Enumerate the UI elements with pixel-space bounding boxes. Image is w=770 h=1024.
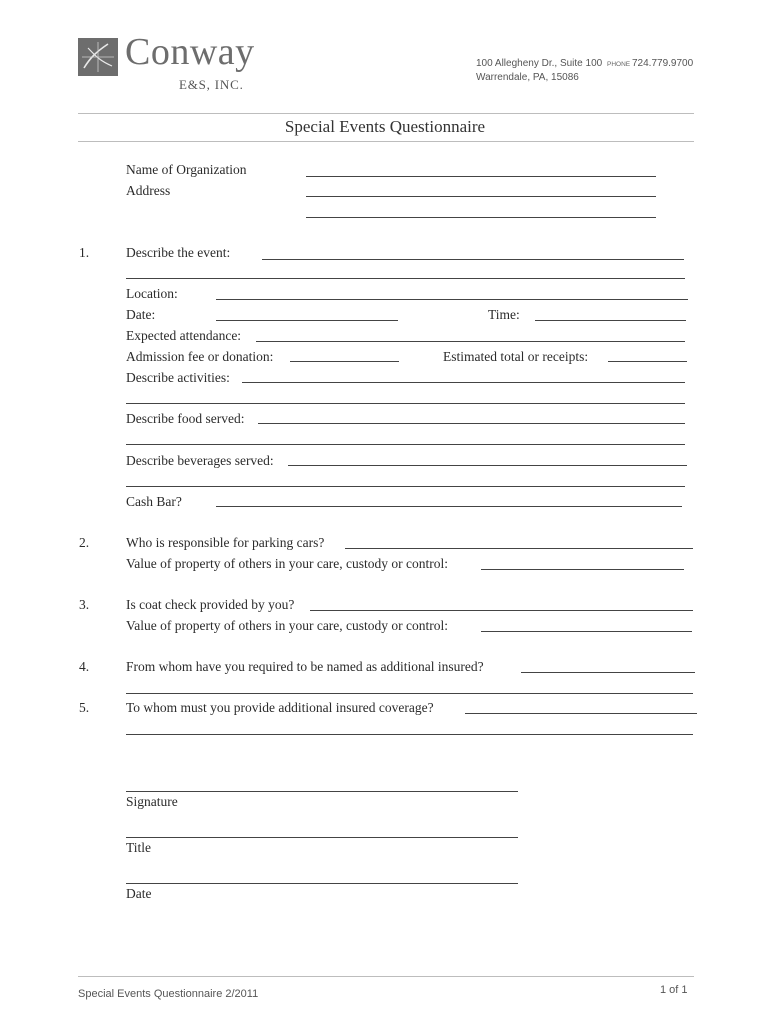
q3-coat-check-label: Is coat check provided by you? — [126, 597, 295, 612]
q3-coat-check-field[interactable] — [310, 610, 693, 611]
q1-food-label: Describe food served: — [126, 411, 245, 426]
q1-activities-field-2[interactable] — [126, 403, 685, 404]
logo-name: Conway — [125, 31, 255, 73]
q1-beverages-field-1[interactable] — [288, 465, 687, 466]
q1-food-field-1[interactable] — [258, 423, 685, 424]
org-address-field-1[interactable] — [306, 196, 656, 197]
q1-receipts-field[interactable] — [608, 361, 687, 362]
q5-field-2[interactable] — [126, 734, 693, 735]
q1-location-label: Location: — [126, 286, 178, 301]
q1-time-label: Time: — [488, 307, 520, 322]
title-rule-bottom — [78, 141, 694, 142]
date-field[interactable] — [126, 883, 518, 884]
q3-value-label: Value of property of others in your care, custody or control: — [126, 618, 449, 633]
q1-date-field[interactable] — [216, 320, 398, 321]
footer-document-name: Special Events Questionnaire 2/2011 — [78, 988, 259, 1000]
q1-location-field[interactable] — [216, 299, 688, 300]
q1-attendance-label: Expected attendance: — [126, 328, 242, 343]
q1-describe-event-field-1[interactable] — [262, 259, 684, 260]
footer-rule — [78, 976, 694, 977]
q2-parking-field[interactable] — [345, 548, 693, 549]
q5-field-1[interactable] — [465, 713, 697, 714]
q1-activities-field-1[interactable] — [242, 382, 685, 383]
q1-admission-field[interactable] — [290, 361, 399, 362]
q5-number: 5. — [79, 700, 90, 715]
q3-value-field[interactable] — [481, 631, 692, 632]
q4-field-1[interactable] — [521, 672, 695, 673]
q1-time-field[interactable] — [535, 320, 686, 321]
q1-admission-label: Admission fee or donation: — [126, 349, 274, 364]
q1-describe-event-field-2[interactable] — [126, 278, 685, 279]
logo-mark-icon — [78, 38, 118, 76]
company-address-line-1: 100 Allegheny Dr., Suite 100 — [476, 58, 603, 69]
q5-coverage-label: To whom must you provide additional insured coverage? — [126, 700, 434, 715]
title-field[interactable] — [126, 837, 518, 838]
q4-additional-insured-label: From whom have you required to be named as additional insured? — [126, 659, 484, 674]
title-label: Title — [126, 840, 152, 855]
q4-number: 4. — [79, 659, 90, 674]
page-title: Special Events Questionnaire — [284, 117, 486, 136]
signature-label: Signature — [126, 794, 178, 809]
q2-parking-label: Who is responsible for parking cars? — [126, 535, 325, 550]
logo — [78, 31, 278, 94]
title-rule-top — [78, 113, 694, 114]
phone-number: 724.779.9700 — [632, 58, 694, 69]
signature-field[interactable] — [126, 791, 518, 792]
q1-food-field-2[interactable] — [126, 444, 685, 445]
q3-number: 3. — [79, 597, 90, 612]
q1-activities-label: Describe activities: — [126, 370, 230, 385]
q1-beverages-label: Describe beverages served: — [126, 453, 274, 468]
org-address-field-2[interactable] — [306, 217, 656, 218]
q2-number: 2. — [79, 535, 90, 550]
q4-field-2[interactable] — [126, 693, 693, 694]
footer-page-number: 1 of 1 — [660, 984, 688, 996]
q2-value-label: Value of property of others in your care, custody or control: — [126, 556, 449, 571]
q1-attendance-field[interactable] — [256, 341, 685, 342]
company-address-line-2: Warrendale, PA, 15086 — [476, 72, 579, 83]
q1-receipts-label: Estimated total or receipts: — [443, 349, 589, 364]
q1-date-label: Date: — [126, 307, 156, 322]
q1-cash-bar-label: Cash Bar? — [126, 494, 182, 509]
org-name-field[interactable] — [306, 176, 656, 177]
q1-describe-event-label: Describe the event: — [126, 245, 231, 260]
org-name-label: Name of Organization — [126, 162, 247, 177]
q2-value-field[interactable] — [481, 569, 684, 570]
q1-beverages-field-2[interactable] — [126, 486, 685, 487]
phone-label: PHONE — [607, 61, 631, 68]
org-address-label: Address — [126, 183, 171, 198]
q1-number: 1. — [79, 245, 90, 260]
date-label: Date — [126, 886, 152, 901]
logo-subtitle: E&S, INC. — [179, 77, 244, 92]
q1-cash-bar-field[interactable] — [216, 506, 682, 507]
